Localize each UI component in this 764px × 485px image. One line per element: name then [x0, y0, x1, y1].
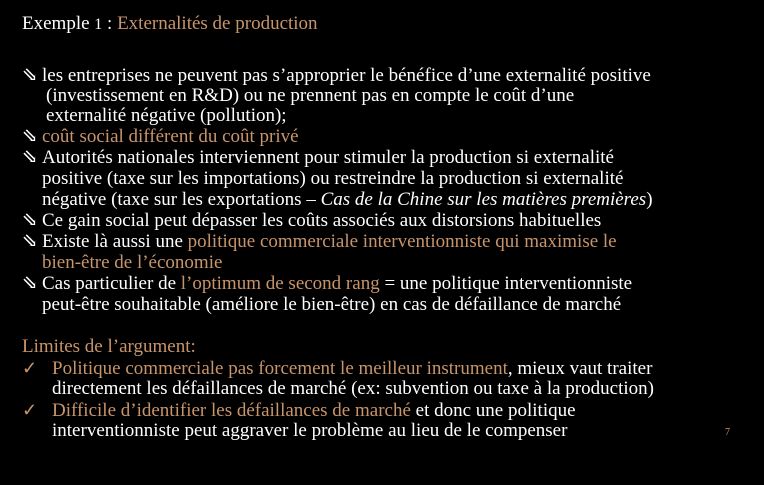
bullet-6-line-1	[22, 274, 632, 294]
hollow-arrow-icon: ⇘	[22, 147, 38, 168]
bullet-1-line-3: externalité négative (pollution);	[46, 105, 287, 126]
limit-2-line-2: interventionniste peut aggraver le problème au lieu de le compenser	[52, 420, 568, 441]
bullet-3-line-1	[22, 148, 614, 168]
title-highlight: Externalités de production	[117, 13, 318, 34]
bullet-3-text-3b: Cas de la Chine sur les matières premières	[320, 189, 647, 210]
bullet-3-line-2: positive (taxe sur les importations) ou restreindre la production si externalité	[42, 168, 624, 189]
title-prefix: Exemple	[22, 13, 95, 34]
limit-1-text-1b: , mieux vaut traiter	[507, 358, 653, 379]
bullet-5-line-1	[22, 232, 617, 252]
bullet-1-line-2: (investissement en R&D) ou ne prennent pas en compte le coût d’une	[46, 85, 575, 106]
bullet-3-text-3a: négative (taxe sur les exportations –	[42, 189, 321, 210]
bullet-5-text-1b: politique commerciale interventionniste qui maximise le	[187, 231, 617, 252]
title-separator: :	[102, 13, 118, 34]
title-number: 1	[94, 16, 103, 33]
hollow-arrow-icon: ⇘	[22, 231, 38, 252]
hollow-arrow-icon: ⇘	[22, 126, 38, 147]
limit-2-text-1a: Difficile d’identifier les défaillances de marché	[52, 400, 411, 421]
check-mark-icon: ✓	[22, 400, 38, 420]
bullet-3-line-3	[42, 190, 653, 210]
bullet-5-line-2: bien-être de l’économie	[42, 252, 223, 273]
slide-title	[22, 14, 318, 35]
hollow-arrow-icon: ⇘	[22, 65, 38, 86]
bullet-2-line-1	[22, 127, 299, 147]
bullet-5-text-1a: Existe là aussi une	[42, 231, 188, 252]
bullet-4-text-1: Ce gain social peut dépasser les coûts associés aux distorsions habituelles	[42, 210, 602, 231]
hollow-arrow-icon: ⇘	[22, 273, 38, 294]
bullet-1-text-1: les entreprises ne peuvent pas s’approprier le bénéfice d’une externalité positive	[42, 65, 651, 86]
bullet-3-text-1: Autorités nationales interviennent pour stimuler la production si externalité	[42, 147, 614, 168]
bullet-6-text-1b: l’optimum de second rang	[180, 273, 380, 294]
limits-heading: Limites de l’argument:	[22, 336, 196, 357]
bullet-4-line-1	[22, 211, 601, 231]
bullet-1-line-1	[22, 66, 651, 86]
check-mark-icon: ✓	[22, 358, 38, 378]
limit-1-line-1	[22, 358, 652, 379]
bullet-6-text-1c: = une politique interventionniste	[379, 273, 633, 294]
bullet-2-text-1: coût social différent du coût privé	[42, 126, 299, 147]
limit-2-text-1b: et donc une politique	[410, 400, 576, 421]
hollow-arrow-icon: ⇘	[22, 210, 38, 231]
bullet-3-text-3c: )	[646, 189, 653, 210]
bullet-6-text-1a: Cas particulier de	[42, 273, 181, 294]
limit-1-line-2: directement les défaillances de marché (ex: subvention ou taxe à la production)	[52, 378, 654, 399]
page-number: 7	[725, 427, 730, 438]
bullet-6-line-2: peut-être souhaitable (améliore le bien-être) en cas de défaillance de marché	[42, 294, 622, 315]
limit-1-text-1a: Politique commerciale pas forcement le meilleur instrument	[52, 358, 508, 379]
limit-2-line-1	[22, 400, 576, 421]
